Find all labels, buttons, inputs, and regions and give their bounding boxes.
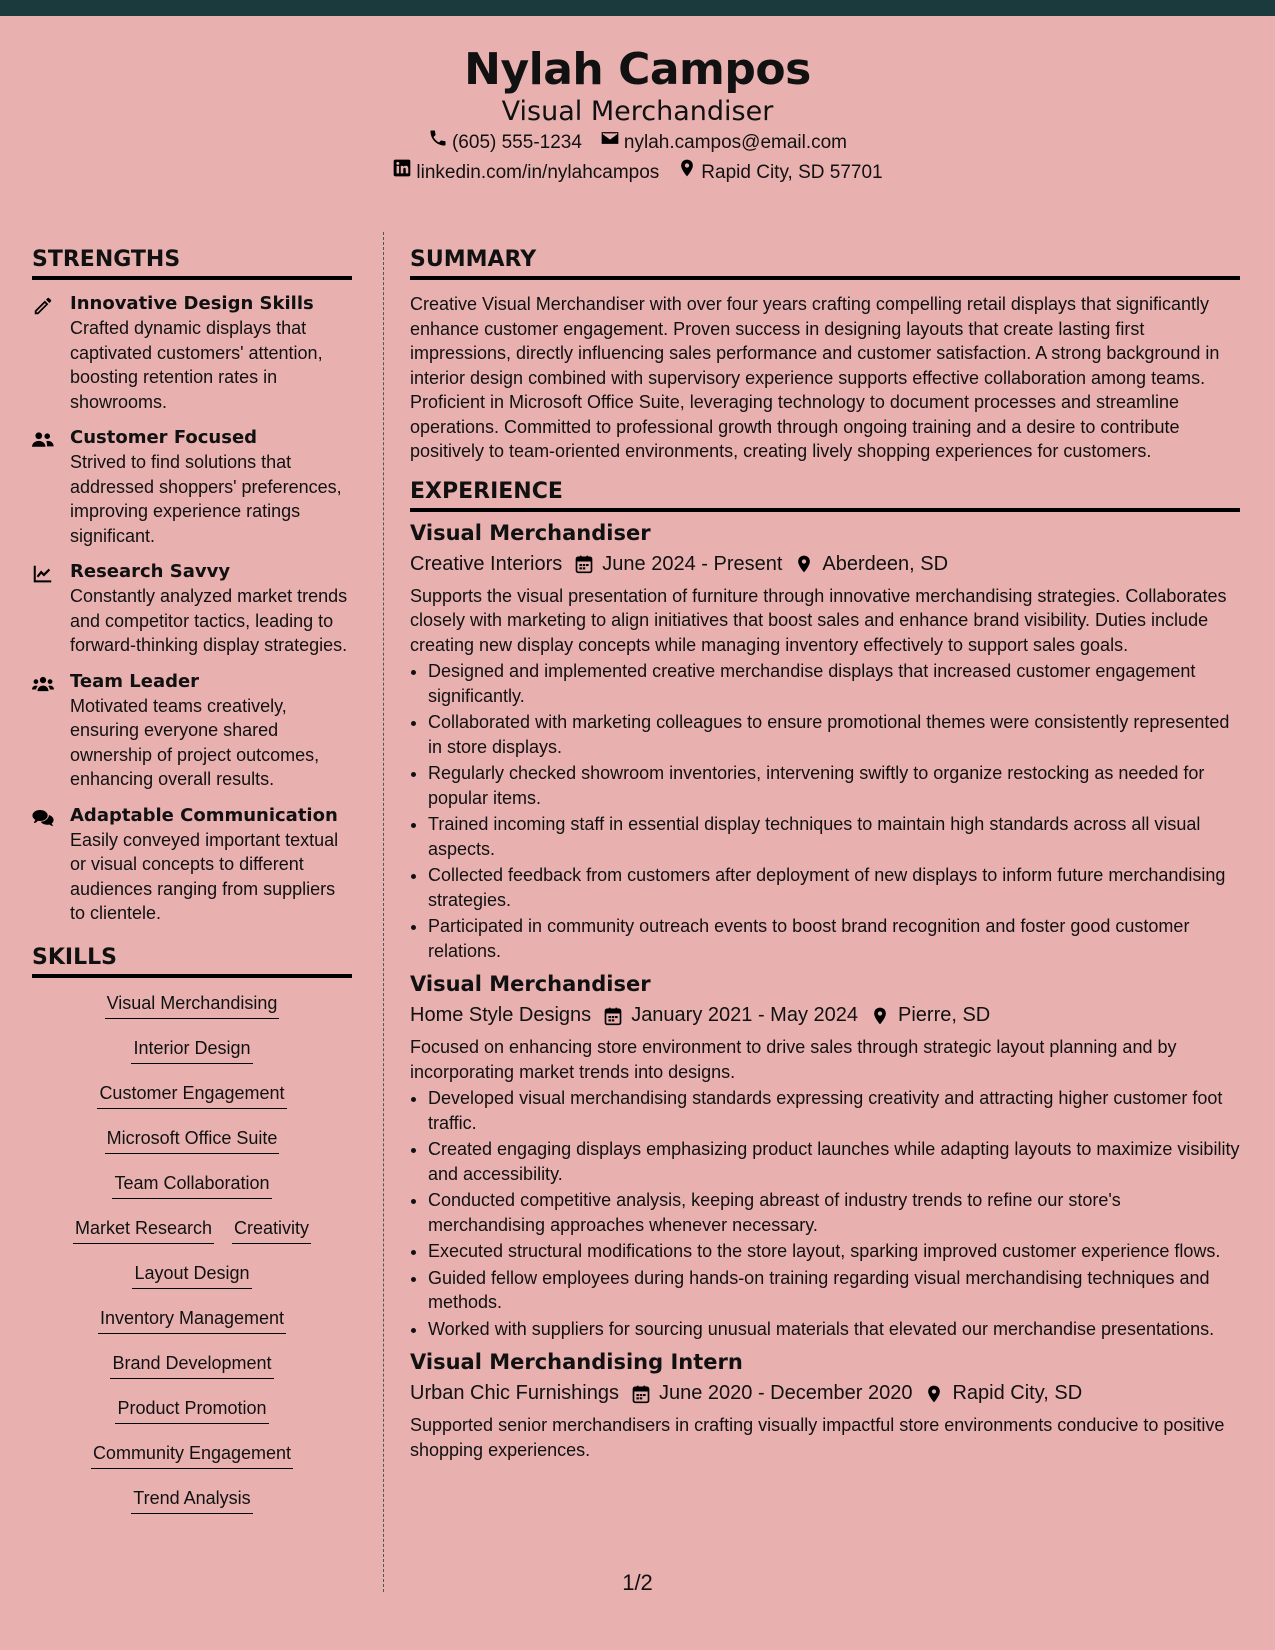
right-column <box>410 244 1240 1468</box>
job-location: Aberdeen, SD <box>822 552 949 575</box>
skill-tag: Visual Merchandising <box>105 990 280 1019</box>
strength-item <box>32 292 352 414</box>
strength-desc: Crafted dynamic displays that captivated customers' attention, boosting retention rates in showrooms. <box>70 318 323 412</box>
bullet-item: • Executed structural modifications to the store layout, sparking improved customer experience flows. <box>428 1239 1240 1264</box>
users-icon <box>32 670 70 792</box>
candidate-title: Visual Merchandiser <box>501 96 774 127</box>
skill-tag: Community Engagement <box>91 1440 293 1469</box>
contact-row-1 <box>0 128 1275 158</box>
pencil-icon <box>32 292 70 414</box>
job-description: Supported senior merchandisers in crafting visually impactful store environments conducive to positive shopping experiences. <box>410 1415 1225 1460</box>
resume-header <box>0 16 1275 204</box>
job-entry <box>410 518 1240 964</box>
job-meta <box>410 548 1240 580</box>
skill-tag: Market Research <box>73 1215 214 1244</box>
map-marker-icon <box>677 158 697 188</box>
strength-desc: Easily conveyed important textual or visual concepts to different audiences ranging from suppliers to clientele. <box>70 829 339 923</box>
skills-heading: SKILLS <box>32 942 352 978</box>
job-company: Urban Chic Furnishings <box>410 1382 619 1404</box>
contact-row-2 <box>0 158 1275 188</box>
bullet-item: • Guided fellow employees during hands-on training regarding visual merchandising techniques and methods. <box>428 1266 1240 1315</box>
strength-item <box>32 560 352 658</box>
calendar-icon <box>631 1377 651 1409</box>
job-title: Visual Merchandiser <box>410 972 651 996</box>
calendar-icon <box>574 548 594 580</box>
job-title: Visual Merchandiser <box>410 520 651 545</box>
bullet-item: • Collected feedback from customers after deployment of new displays to inform future merchandising strategies. <box>428 863 1240 912</box>
experience-heading: EXPERIENCE <box>410 476 1240 512</box>
strength-title: Research Savvy <box>70 561 231 582</box>
strengths-heading: STRENGTHS <box>32 244 352 280</box>
map-marker-icon <box>924 1377 944 1409</box>
skill-tag: Product Promotion <box>115 1395 268 1424</box>
job-entry <box>410 1347 1240 1462</box>
job-title: Visual Merchandising Intern <box>410 1350 743 1374</box>
job-bullets <box>410 1086 1240 1341</box>
skill-tag: Creativity <box>232 1215 311 1244</box>
linkedin-text[interactable]: linkedin.com/in/nylahcampos <box>416 162 660 183</box>
location-contact <box>677 158 882 188</box>
skill-tag: Team Collaboration <box>112 1170 271 1199</box>
strength-desc: Motivated teams creatively, ensuring everyone shared ownership of project outcomes, enhancing overall results. <box>70 695 320 789</box>
strength-item <box>32 426 352 548</box>
bullet-item: • Worked with suppliers for sourcing unusual materials that elevated our merchandise presentations. <box>428 1317 1240 1342</box>
job-company: Home Style Designs <box>410 1004 592 1026</box>
skill-tag: Layout Design <box>132 1260 251 1289</box>
bullet-item: • Collaborated with marketing colleagues to ensure promotional themes were consistently represented in store displays. <box>428 710 1240 759</box>
candidate-name: Nylah Campos <box>464 44 811 95</box>
job-dates: January 2021 - May 2024 <box>631 1004 858 1026</box>
strength-title: Customer Focused <box>70 427 258 448</box>
job-meta <box>410 999 1240 1031</box>
top-accent-bar <box>0 0 1275 16</box>
bullet-item: • Regularly checked showroom inventories, intervening swiftly to organize restocking as needed for popular items. <box>428 761 1240 810</box>
strength-item <box>32 670 352 792</box>
job-dates: June 2020 - December 2020 <box>658 1382 913 1404</box>
left-column <box>32 244 352 1530</box>
strength-title: Team Leader <box>70 670 200 692</box>
linkedin-icon <box>392 158 412 188</box>
skill-tag: Brand Development <box>110 1350 273 1379</box>
skill-tag: Interior Design <box>131 1035 252 1064</box>
bullet-item: • Created engaging displays emphasizing product launches while adapting layouts to maximize visibility and accessibility. <box>428 1137 1240 1186</box>
strength-item <box>32 804 352 926</box>
chart-line-icon <box>32 560 70 658</box>
job-description: Focused on enhancing store environment to drive sales through strategic layout planning and by incorporating market trends into designs. <box>410 1037 1177 1082</box>
job-bullets <box>410 659 1240 963</box>
summary-text: Creative Visual Merchandiser with over four years crafting compelling retail displays that significantly enhance customer engagement. Proven success in designing layouts that create lasting first impressions, directly influencing sales performance and customer satisfaction. A strong background in interior design combined with supervisory experience supports effective collaboration among teams. Proficient in Microsoft Office Suite, leveraging technology to document processes and streamline operations. Committed to professional growth through ongoing training and a desire to contribute positively to team-oriented environments, creating lively shopping experiences for customers. <box>410 294 1220 461</box>
job-company: Creative Interiors <box>410 552 563 575</box>
linkedin-contact <box>392 158 659 188</box>
skill-tag: Inventory Management <box>98 1305 286 1334</box>
calendar-icon <box>603 999 623 1031</box>
bullet-item: • Designed and implemented creative merchandise displays that increased customer engagement significantly. <box>428 659 1240 708</box>
bullet-item: • Developed visual merchandising standards expressing creativity and attracting higher customer foot traffic. <box>428 1086 1240 1135</box>
skill-tag: Trend Analysis <box>131 1485 252 1514</box>
strength-desc: Constantly analyzed market trends and competitor tactics, leading to forward-thinking display strategies. <box>70 586 348 655</box>
job-dates: June 2024 - Present <box>602 552 783 575</box>
envelope-icon <box>600 128 620 158</box>
job-entry <box>410 969 1240 1341</box>
strength-title: Innovative Design Skills <box>70 293 314 314</box>
email-text[interactable]: nylah.campos@email.com <box>623 132 848 153</box>
page-number: 1/2 <box>622 1570 653 1595</box>
skills-list <box>32 990 352 1530</box>
map-marker-icon <box>794 548 814 580</box>
job-location: Pierre, SD <box>898 1004 991 1026</box>
user-group-icon <box>32 426 70 548</box>
skill-tag: Microsoft Office Suite <box>105 1125 280 1154</box>
phone-text[interactable]: (605) 555-1234 <box>451 132 582 153</box>
job-description: Supports the visual presentation of furniture through innovative merchandising strategies. Collaborates closely with marketing to align initiatives that boost sales and enhance brand visibility. Duties include creating new display concepts while managing inventory effectively to support sales goals. <box>410 585 1227 655</box>
phone-icon <box>428 128 448 158</box>
map-marker-icon <box>870 999 890 1031</box>
column-divider <box>383 232 384 1592</box>
skill-tag: Customer Engagement <box>97 1080 286 1109</box>
comments-icon <box>32 804 70 926</box>
job-meta <box>410 1377 1240 1409</box>
bullet-item: • Participated in community outreach events to boost brand recognition and foster good customer relations. <box>428 914 1240 963</box>
location-text: Rapid City, SD 57701 <box>701 162 883 183</box>
job-location: Rapid City, SD <box>952 1382 1083 1404</box>
strength-desc: Strived to find solutions that addressed shoppers' preferences, improving experience ratings significant. <box>70 452 342 546</box>
phone-contact <box>428 128 582 158</box>
bullet-item: • Trained incoming staff in essential display techniques to maintain high standards across all visual aspects. <box>428 812 1240 861</box>
bullet-item: • Conducted competitive analysis, keeping abreast of industry trends to refine our store's merchandising approaches whenever necessary. <box>428 1188 1240 1237</box>
summary-heading: SUMMARY <box>410 244 1240 280</box>
strength-title: Adaptable Communication <box>70 804 338 826</box>
email-contact <box>600 128 847 158</box>
